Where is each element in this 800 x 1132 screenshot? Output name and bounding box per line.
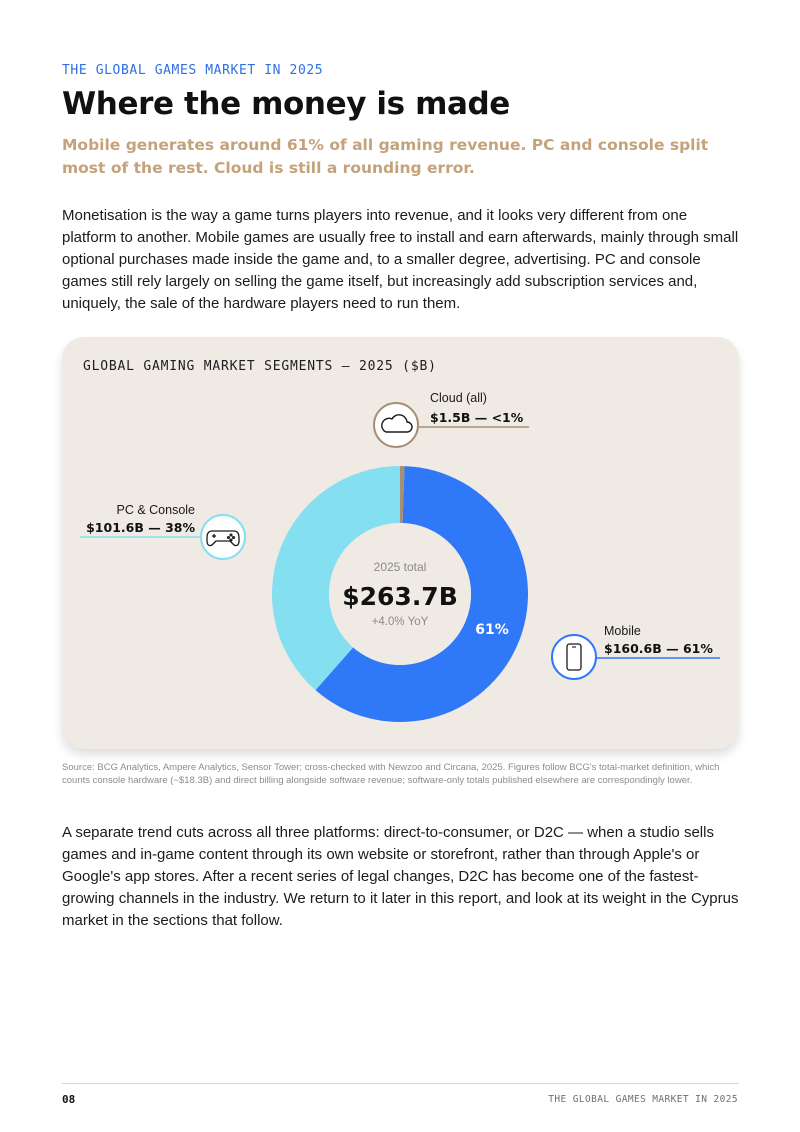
center-total-label: 2025 total <box>373 560 427 574</box>
cloud-value: $1.5B — <1% <box>430 410 524 425</box>
callout-pc-console <box>80 503 245 559</box>
pc-console-label: PC & Console <box>116 503 195 517</box>
donut-chart <box>62 337 739 749</box>
chart-title: GLOBAL GAMING MARKET SEGMENTS — 2025 ($B) <box>83 359 437 374</box>
center-total-value: $263.7B <box>342 582 458 611</box>
center-growth-note: +4.0% YoY <box>371 616 429 628</box>
body-paragraph-2: A separate trend cuts across all three platforms: direct-to-consumer, or D2C — when a studio sells games and in-game content through its own website or storefront, rather than through Apple's or Google's app stores. After a recent series of legal changes, D2C has become one of the fastest-growing channels in the industry. We return to it later in this report, and look at its weight in the Cyprus market in the sections that follow. <box>62 824 739 929</box>
mobile-slice-percent: 61% <box>475 622 509 638</box>
chart-panel <box>62 337 739 749</box>
callout-mobile <box>552 624 720 679</box>
smartphone-icon-ring <box>552 635 596 679</box>
page-number: 08 <box>62 1093 76 1106</box>
page-subtitle: Mobile generates around 61% of all gaming revenue. PC and console split most of the rest. Cloud is still a rounding error. <box>62 136 709 177</box>
pc-console-value: $101.6B — 38% <box>86 520 195 535</box>
cloud-label: Cloud (all) <box>430 391 487 405</box>
mobile-label: Mobile <box>604 624 641 638</box>
mobile-value: $160.6B — 61% <box>604 641 713 656</box>
source-note: Source: BCG Analytics, Ampere Analytics, Sensor Tower; cross-checked with Newzoo and Circana, 2025. Figures follow BCG's total-market definition, which counts console hardware (~$18.3B) and direct billing alongside software revenue; software-only totals published elsewhere are correspondingly lower. <box>62 762 720 786</box>
footer-running-title: THE GLOBAL GAMES MARKET IN 2025 <box>548 1094 738 1105</box>
callout-cloud <box>374 391 529 447</box>
footer-divider <box>62 1083 739 1084</box>
page-title: Where the money is made <box>62 86 510 122</box>
section-kicker: THE GLOBAL GAMES MARKET IN 2025 <box>62 63 324 78</box>
body-paragraph-1: Monetisation is the way a game turns players into revenue, and it looks very different from one platform to another. Mobile games are usually free to install and earn afterwards, mainly through small optional purchases made inside the game and, to a smaller degree, advertising. PC and console games still rely largely on selling the game itself, but increasingly add subscription services and, uniquely, the sale of the hardware players need to run them. <box>62 207 739 312</box>
